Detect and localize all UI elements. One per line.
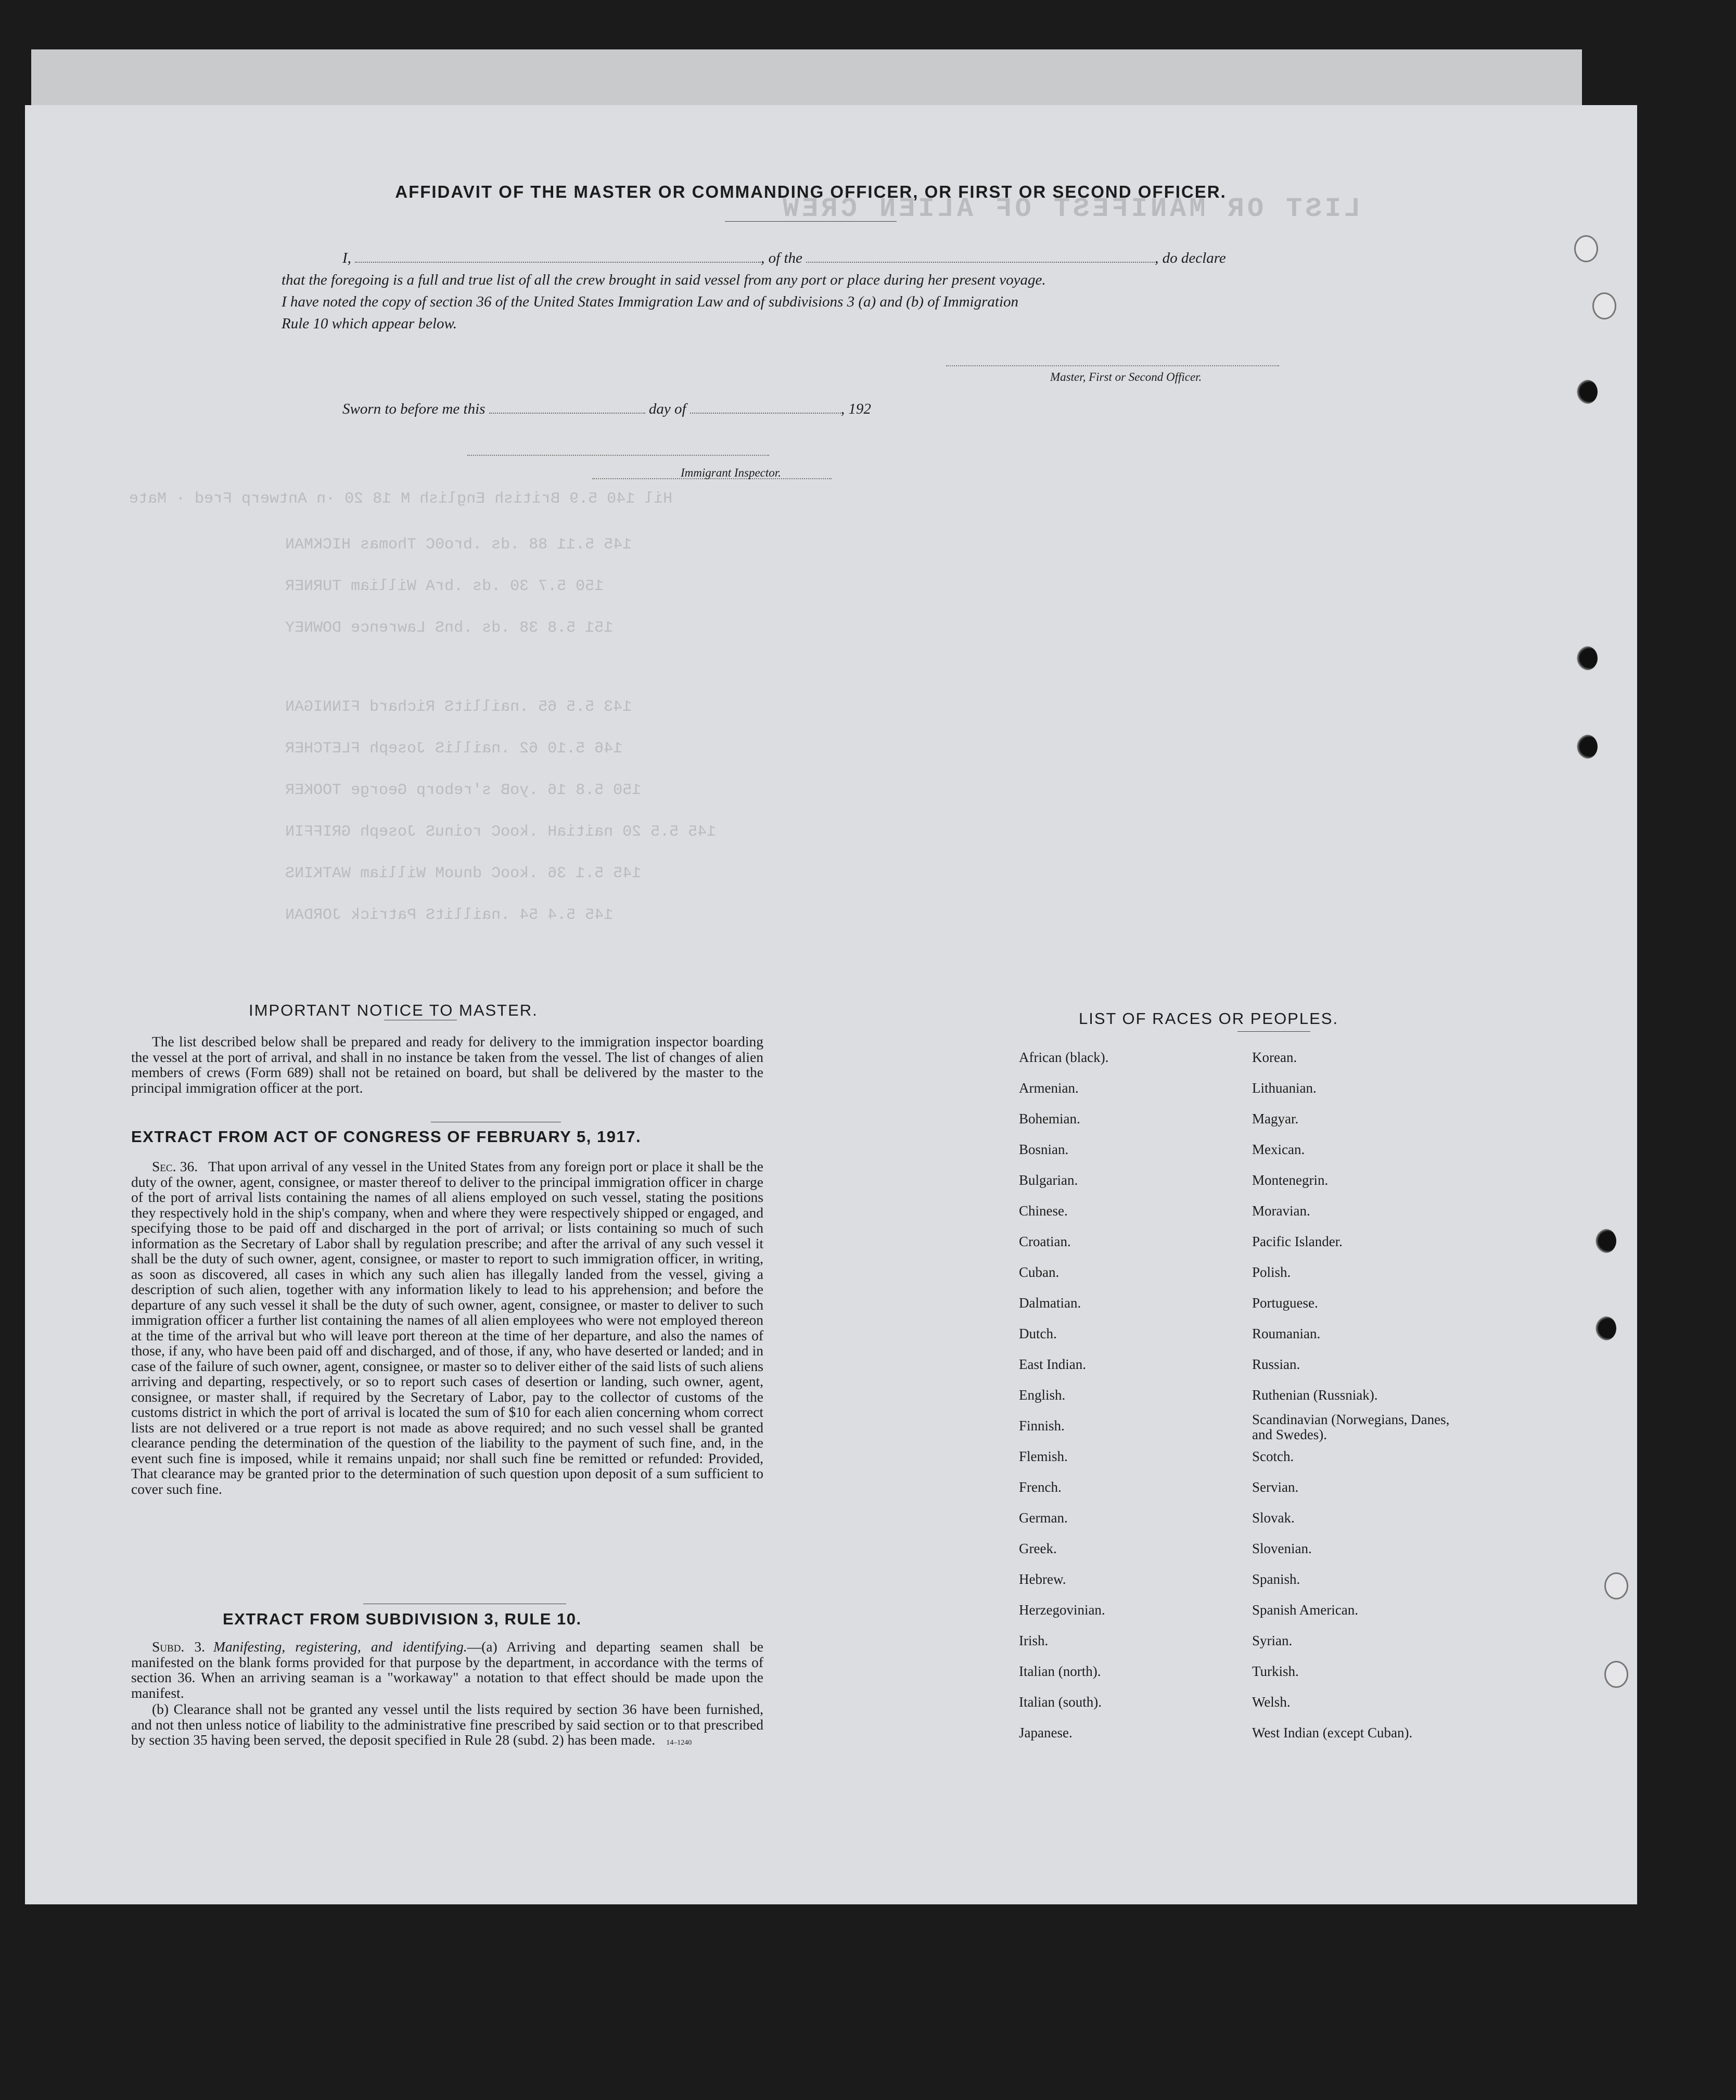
section-36-text: That upon arrival of any vessel in the United States from any foreign port or place it shall be the duty of the owner, agent, consignee, or master thereof to deliver to the principal immigration officer in charge of the port of arrival lists containing the names of all aliens employed on such vessel, stating the positions they respectively hold in the ship's company, when and where they were respectively shipped or engaged, and specifying those to be paid off and discharged in the port of arrival; or lists containing so much of such information as the Secretary of Labor shall by regulation prescribe; and after the arrival of any such vessel it shall be the duty of such owner, agent, consignee, or master to report to such immigration officer, in writing, as soon as discovered, all cases in which any such alien has illegally landed from the vessel, giving a description of such alien, together with any information likely to lead to his apprehension; and before the departure of any such vessel it shall be the duty of such owner, agent, consignee, or master to deliver to such immigration officer a further list containing the names of all alien employees who were not employed thereon at the time of the arrival but who will leave port thereon at the time of her departure, and also the names of those, if any, who have been paid off and discharged, and of those, if any, who have deserted or landed; and in case of the failure of such owner, agent, consignee, or master so to deliver either of the said lists of such aliens arriving and departing, respectively, or so to report such cases of desertion or landing, such owner, agent, consignee, or master shall, if required by the Secretary of Labor, pay to the collector of customs of the customs district in which the port of arrival is located the sum of $10 for each alien concerning whom correct lists are not delivered or a true report is not made as above required; and no such vessel shall be granted clearance pending the determination of the question of the liability to the payment of such fine, and, in the event such fine is imposed, while it remains unpaid; nor shall such fine be remitted or refunded: Provided, That clearance may be granted prior to the determination of such question upon deposit of a sum sufficient to cover such fine.: [131, 1158, 763, 1497]
race-item: Russian.: [1252, 1356, 1300, 1372]
race-item: Croatian.: [1019, 1234, 1071, 1249]
race-item: Scotch.: [1252, 1449, 1294, 1464]
race-item: Montenegrin.: [1252, 1172, 1329, 1188]
race-item: Servian.: [1252, 1479, 1299, 1495]
race-item: Armenian.: [1019, 1080, 1079, 1096]
inspector-caption: Immigrant Inspector.: [681, 466, 781, 479]
punch-hole: [1595, 1229, 1616, 1253]
subd-label: Subd. 3.: [152, 1638, 205, 1655]
sworn-day-field[interactable]: [489, 413, 645, 414]
title-underline: [725, 221, 897, 222]
notice-title: IMPORTANT NOTICE TO MASTER.: [249, 1001, 538, 1019]
affidavit-do-declare: , do declare: [1155, 250, 1226, 266]
master-caption: Master, First or Second Officer.: [1050, 370, 1202, 383]
affidavit-line-2: that the foregoing is a full and true list of all the crew brought in said vessel from any port or place during her present voyage.: [282, 272, 1046, 288]
race-item: West Indian (except Cuban).: [1252, 1725, 1413, 1740]
race-item: Dalmatian.: [1019, 1295, 1081, 1311]
para-a-text: —(a) Arriving and departing seamen shall be manifested on the blank forms provided for that purpose by the department, in accordance with the terms of section 36. When an arriving seaman is a "workaway" a notation to that effect should be made upon the manifest.: [131, 1638, 763, 1701]
race-item: Lithuanian.: [1252, 1080, 1317, 1096]
race-item: Flemish.: [1019, 1449, 1068, 1464]
sworn-line: [342, 401, 871, 418]
race-item: Herzegovinian.: [1019, 1602, 1105, 1618]
race-item: Hebrew.: [1019, 1571, 1066, 1587]
race-item: Italian (north).: [1019, 1663, 1101, 1679]
race-item: Scandinavian (Norwegians, Danes, and Swedes).: [1252, 1412, 1450, 1442]
punch-hole: [1592, 292, 1616, 319]
affidavit-line-4: Rule 10 which appear below.: [282, 315, 457, 332]
race-item: German.: [1019, 1510, 1068, 1526]
race-item: African (black).: [1019, 1049, 1109, 1065]
sworn-month-field[interactable]: [690, 413, 841, 414]
race-item: Ruthenian (Russniak).: [1252, 1387, 1378, 1403]
affidavit-title: AFFIDAVIT OF THE MASTER OR COMMANDING OFFICER, OR FIRST OR SECOND OFFICER.: [395, 182, 1227, 201]
race-item: French.: [1019, 1479, 1062, 1495]
affidavit-of-the: , of the: [761, 250, 802, 266]
race-item: Pacific Islander.: [1252, 1234, 1343, 1249]
race-item: Bohemian.: [1019, 1111, 1080, 1126]
race-item: East Indian.: [1019, 1356, 1086, 1372]
race-item: Cuban.: [1019, 1264, 1060, 1280]
sworn-text: Sworn to before me this: [342, 401, 486, 417]
extract-rule-para-b: [131, 1701, 763, 1751]
subd-heading: Manifesting, registering, and identifying.: [213, 1638, 467, 1655]
race-item: Korean.: [1252, 1049, 1297, 1065]
punch-hole: [1595, 1316, 1616, 1340]
punch-hole: [1577, 646, 1598, 670]
extract-rule-title: EXTRACT FROM SUBDIVISION 3, RULE 10.: [223, 1610, 582, 1628]
year-text: , 192: [840, 401, 871, 417]
races-title-underline: [1237, 1031, 1310, 1032]
day-of-text: day of: [648, 401, 686, 417]
affidavit-line-3: I have noted the copy of section 36 of the United States Immigration Law and of subdivisions 3 (a) and (b) of Immigration: [282, 293, 1019, 310]
inspector-signature-line-1: [467, 455, 769, 456]
race-item: Welsh.: [1252, 1694, 1291, 1710]
punch-hole: [1577, 735, 1598, 759]
punch-hole: [1604, 1661, 1628, 1688]
punch-hole: [1604, 1572, 1628, 1599]
race-item: Turkish.: [1252, 1663, 1299, 1679]
extract-rule-para-a: [131, 1639, 763, 1700]
race-item: Chinese.: [1019, 1203, 1068, 1219]
race-item: Spanish.: [1252, 1571, 1300, 1587]
race-item: Spanish American.: [1252, 1602, 1358, 1618]
master-signature-line[interactable]: [946, 365, 1279, 366]
affidavit-i: I,: [342, 250, 351, 266]
race-item: Slovak.: [1252, 1510, 1295, 1526]
extract-act-text: [131, 1159, 763, 1496]
race-item: Slovenian.: [1252, 1541, 1312, 1556]
race-item: Italian (south).: [1019, 1694, 1102, 1710]
race-item: Moravian.: [1252, 1203, 1310, 1219]
extract-act-title: EXTRACT FROM ACT OF CONGRESS OF FEBRUARY 5, 1917.: [131, 1128, 642, 1146]
race-item: Bosnian.: [1019, 1142, 1069, 1157]
race-item: Japanese.: [1019, 1725, 1073, 1740]
manifest-page: LIST OR MANIFEST OF ALIEN CREW Hil 140 5.9 British English M 18 20 ·n Antwerp Fred · Mate 145 5.11 88 .ds .bro0C Thomas HICKMAN 150 5.7 30 .ds .brA William TURNER 151 5.8 38 .ds .bnS Lawrence DOWNEY 143 5.5 65 .naillitS Richard FINNIGAN 146 5.10 62 .nailliS Joseph FLETCHER 150 5.8 16 .yoB s'reborp George TOOKER 145 5.5 20 naitiaH .kooC roinuS Joseph GRIFFIN 145 5.1 36 .kooC dnuoM William WATKINS 145 5.4 54 .naillitS Patrick JORDAN AFFIDAVIT OF THE MASTER OR COMMANDING OFFICER, OR FIRST OR SECOND OFFICER. I, , of the , do declare that the foregoing is a full and true list of all the crew brought in said vessel from any port or place during her present voyage. I have noted the copy of section 36 of the United States Immigration Law and of subdivisions 3 (a) and (b) of Immigration Rule 10 which appear below. Master, First or Second Officer. Sworn to before me this day of , 192 Immigrant Inspector. IMPORTANT NOTICE TO MASTER. The list described below shall be prepared and ready for delivery to the immigration inspector boarding the vessel at the port of arrival, and shall in no instance be taken from the vessel. The list of changes of alien members of crews (Form 689) shall not be retained on board, but shall be delivered by the master to the principal immigration officer at the port. EXTRACT FROM ACT OF CONGRESS OF FEBRUARY 5, 1917. Sec. 36. That upon arrival of any vessel in the United States from any foreign port or place it shall be the duty of the owner, agent, consignee, or master thereof to deliver to the principal immigration officer in charge of the port of arrival lists containing the names of all aliens employed on such vessel, stating the positions they respectively hold in the ship's company, when and where they were respectively shipped or engaged, and specifying those to be paid off and discharged in the port of arrival; or lists containing so much of such information as the Secretary of Labor shall by regulation prescribe; and after the arrival of any such vessel it shall be the duty of such owner, agent, consignee, or master to report to such immigration officer, in writing, as soon as discovered, all cases in which any such alien has illegally landed from the vessel, giving a description of such alien, together with any information likely to lead to his apprehension; and before the departure of any such vessel it shall be the duty of such owner, agent, consignee, or master to deliver to such immigration officer a further list containing the names of all alien employees who were not employed thereon at the time of the arrival but who will leave port thereon at the time of her departure, and also the names of those, if any, who have been paid off and discharged, and of those, if any, who have deserted or landed; and in case of the failure of such owner, agent, consignee, or master so to deliver either of the said lists of such aliens arriving and departing, respectively, or so to report such cases of desertion or landing, such owner, agent, consignee, or master shall, if required by the Secretary of Labor, pay to the collector of customs of the customs district in which the port of arrival is located the sum of $10 for each alien concerning whom correct lists are not delivered or a true report is not made as above required; and no such vessel shall be granted clearance pending the determination of the question of the liability to the payment of such fine, and, in the event such fine is imposed, while it remains unpaid; nor shall such fine be remitted or refunded: Provided, That clearance may be granted prior to the determination of such question upon deposit of a sum sufficient to cover such fine. EXTRACT FROM SUBDIVISION 3, RULE 10. Subd. 3. Manifesting, registering, and identifying.—(a) Arriving and departing seamen shall be manifested on the blank forms provided for that purpose by the department, in accordance with the terms of section 36. When an arriving seaman is a "workaway" a notation to that effect should be made upon the manifest. (b) Clearance shall not be granted any vessel until the lists required by section 36 have been furnished, and not then unless notice of liability to the administrative fine prescribed by said section or to that prescribed by section 35 having been served, the deposit specified in Rule 28 (subd. 2) has been made. 14–1240 LIST OF RACES OR PEOPLES. African (black). Armenian. Bohemian. Bosnian. Bulgarian. Chinese. Croatian. Cuban. Dalmatian. Dutch. East Indian. English. Finnish. Flemish. French. German. Greek. Hebrew. Herzegovinian. Irish. Italian (north). Italian (south). Japanese. Korean. Lithuanian. Magyar. Mexican. Montenegrin. Moravian. Pacific Islander. Polish. Portuguese. Roumanian. Russian. Ruthenian (Russniak). Scandinavian (Norwegians, Danes, and Swedes). Scotch. Servian. Slovak. Slovenian. Spanish. Spanish American. Syrian. Turkish. Welsh. West Indian (except Cuban).: [25, 105, 1637, 1904]
race-item: Syrian.: [1252, 1633, 1293, 1648]
race-item: Greek.: [1019, 1541, 1057, 1556]
race-item: Roumanian.: [1252, 1326, 1321, 1341]
master-name-field[interactable]: [355, 262, 761, 263]
section-label: Sec. 36.: [152, 1158, 198, 1174]
punch-hole: [1574, 235, 1598, 262]
race-item: Portuguese.: [1252, 1295, 1318, 1311]
form-number: 14–1240: [666, 1739, 692, 1747]
vessel-name-field[interactable]: [806, 262, 1155, 263]
notice-text: The list described below shall be prepared and ready for delivery to the immigration inspector boarding the vessel at the port of arrival, and shall in no instance be taken from the vessel. The list of changes of alien members of crews (Form 689) shall not be retained on board, but shall be delivered by the master to the principal immigration officer at the port.: [131, 1033, 763, 1096]
races-title: LIST OF RACES OR PEOPLES.: [1079, 1009, 1339, 1028]
race-item: Irish.: [1019, 1633, 1049, 1648]
affidavit-line-1: [342, 250, 1226, 267]
race-item: Mexican.: [1252, 1142, 1305, 1157]
race-item: English.: [1019, 1387, 1066, 1403]
para-b-text: (b) Clearance shall not be granted any vessel until the lists required by section 36 have been furnished, and not then unless notice of liability to the administrative fine prescribed by said section or to that prescribed by section 35 having been served, the deposit specified in Rule 28 (subd. 2) has been made.: [131, 1701, 763, 1748]
race-item: Finnish.: [1019, 1418, 1065, 1433]
race-item: Magyar.: [1252, 1111, 1299, 1126]
punch-hole: [1577, 380, 1598, 404]
race-item: Polish.: [1252, 1264, 1291, 1280]
race-item: Bulgarian.: [1019, 1172, 1078, 1188]
race-item: Dutch.: [1019, 1326, 1057, 1341]
